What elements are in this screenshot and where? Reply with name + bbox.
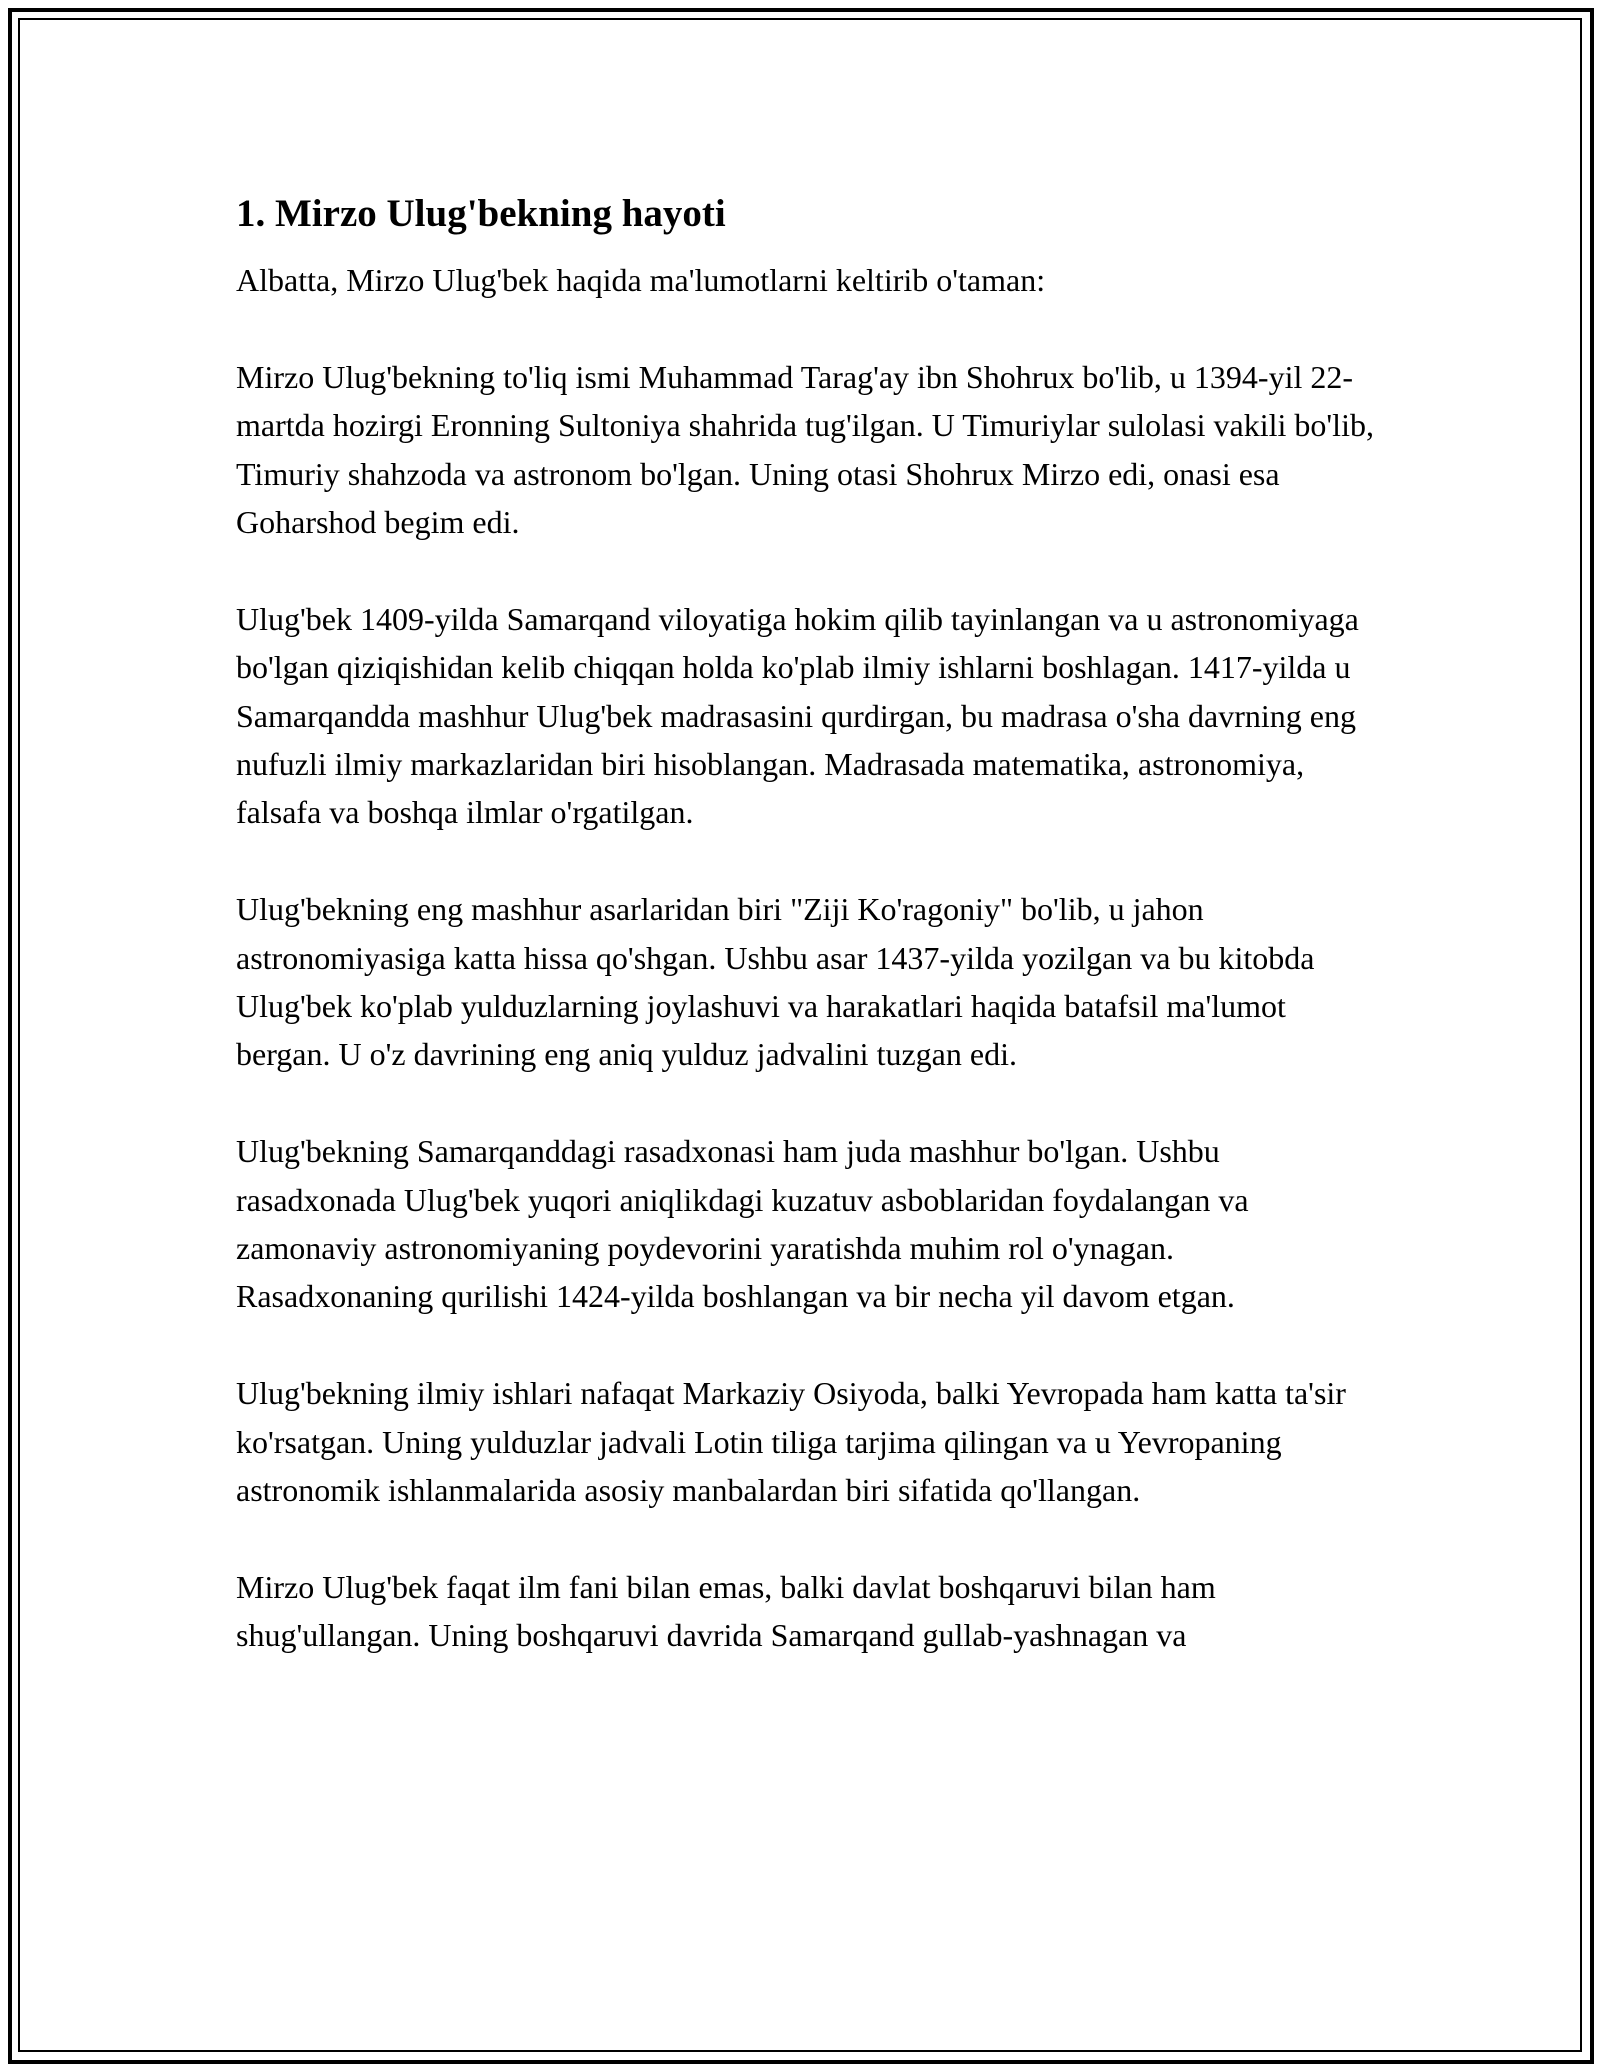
paragraph-6: Mirzo Ulug'bek faqat ilm fani bilan emas, balki davlat boshqaruvi bilan ham shug'ullangan. Uning boshqaruvi davrida Samarqand gullab-yashnagan va [236,1568,1216,1654]
document-body [236,186,1376,1660]
intro-paragraph: Albatta, Mirzo Ulug'bek haqida ma'lumotlarni keltirib o'taman: [236,262,1046,298]
paragraph-4: Ulug'bekning Samarqanddagi rasadxonasi ham juda mashhur bo'lgan. Ushbu rasadxonada Ulug'bek yuqori aniqlikdagi kuzatuv asboblaridan foydalangan va zamonaviy astronomiyaning poydevorini yaratishda muhim rol o'ynagan. Rasadxonaning qurilishi 1424-yilda boshlangan va bir necha yil davom etgan. [236,1133,1249,1315]
page-title: 1. Mirzo Ulug'bekning hayoti [236,192,726,235]
paragraph-3: Ulug'bekning eng mashhur asarlaridan biri "Ziji Ko'ragoniy" bo'lib, u jahon astronomiyasiga katta hissa qo'shgan. Ushbu asar 1437-yilda yozilgan va bu kitobda Ulug'bek ko'plab yulduzlarning joylashuvi va harakatlari haqida batafsil ma'lumot bergan. U o'z davrining eng aniq yulduz jadvalini tuzgan edi. [236,891,1315,1073]
paragraph-2: Ulug'bek 1409-yilda Samarqand viloyatiga hokim qilib tayinlangan va u astronomiyaga bo'lgan qiziqishidan kelib chiqqan holda ko'plab ilmiy ishlarni boshlagan. 1417-yilda u Samarqandda mashhur Ulug'bek madrasasini qurdirgan, bu madrasa o'sha davrning eng nufuzli ilmiy markazlaridan biri hisoblangan. Madrasada matematika, astronomiya, falsafa va boshqa ilmlar o'rgatilgan. [236,600,1359,831]
paragraph-1: Mirzo Ulug'bekning to'liq ismi Muhammad Tarag'ay ibn Shohrux bo'lib, u 1394-yil 22-martda hozirgi Eronning Sultoniya shahrida tug'ilgan. U Timuriylar sulolasi vakili bo'lib, Timuriy shahzoda va astronom bo'lgan. Uning otasi Shohrux Mirzo edi, onasi esa Goharshod begim edi. [236,358,1374,541]
paragraph-5: Ulug'bekning ilmiy ishlari nafaqat Markaziy Osiyoda, balki Yevropada ham katta ta'sir ko'rsatgan. Uning yulduzlar jadvali Lotin tiliga tarjima qilingan va u Yevropaning astronomik ishlanmalarida asosiy manbalardan biri sifatida qo'llangan. [236,1375,1346,1509]
